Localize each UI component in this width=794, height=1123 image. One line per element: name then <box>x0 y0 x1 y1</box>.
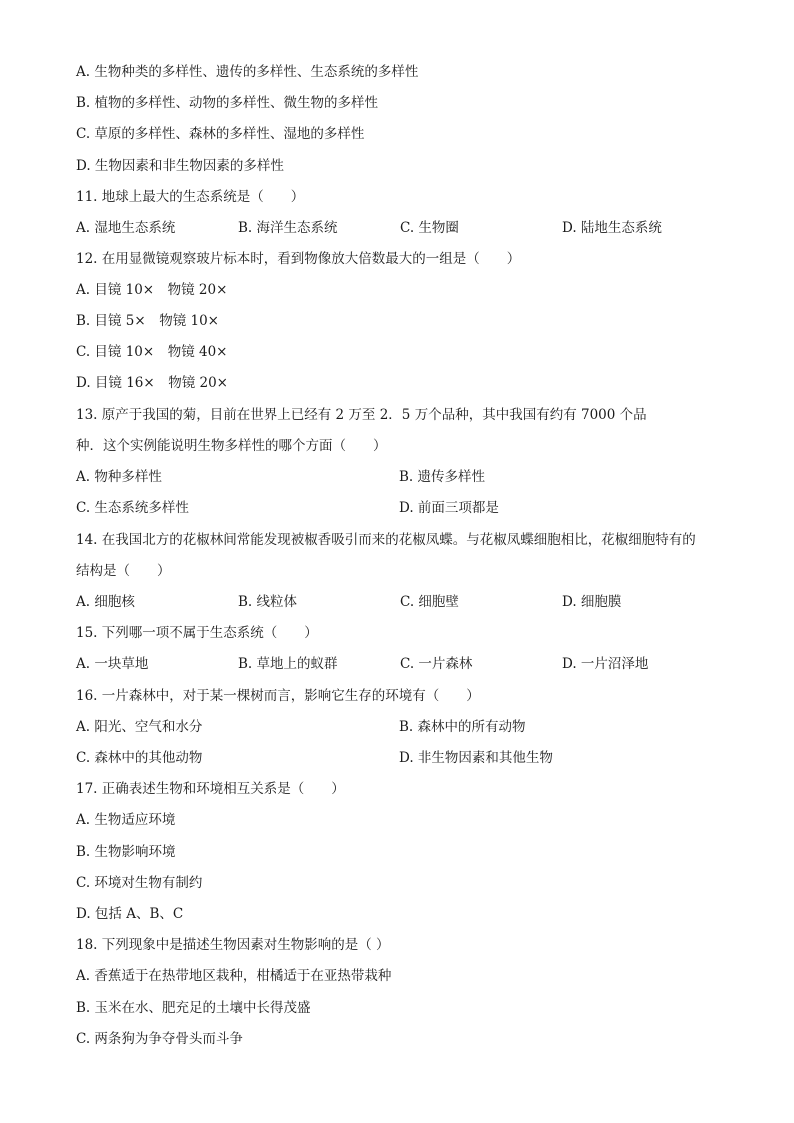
q13-option-a: A. 物种多样性 <box>76 469 162 485</box>
q17-stem: 17. 正确表述生物和环境相互关系是（ ） <box>76 781 345 797</box>
q13-options-row1 <box>76 468 722 486</box>
q13-option-b: B. 遗传多样性 <box>399 469 486 485</box>
q18-stem: 18. 下列现象中是描述生物因素对生物影响的是（ ） <box>76 937 390 953</box>
q12-option-d: D. 目镜 16× 物镜 20× <box>76 375 228 391</box>
q17-option-c: C. 环境对生物有制约 <box>76 875 203 891</box>
q11-options <box>76 219 724 237</box>
q13-stem-cont: 种．这个实例能说明生物多样性的哪个方面（ ） <box>76 438 387 454</box>
q14-option-d: D. 细胞膜 <box>562 594 622 610</box>
q16-options-row2 <box>76 749 722 767</box>
q11-option-b: B. 海洋生态系统 <box>238 220 338 236</box>
q15-option-b: B. 草地上的蚁群 <box>238 656 338 672</box>
q14-option-c: C. 细胞壁 <box>400 594 459 610</box>
q18-option-a: A. 香蕉适于在热带地区栽种，柑橘适于在亚热带栽种 <box>76 968 392 984</box>
q16-option-d: D. 非生物因素和其他生物 <box>399 750 553 766</box>
q14-stem-cont: 结构是（ ） <box>76 563 171 579</box>
q11-stem: 11. 地球上最大的生态系统是（ ） <box>76 189 305 205</box>
q12-option-b: B. 目镜 5× 物镜 10× <box>76 313 219 329</box>
q11-option-d: D. 陆地生态系统 <box>562 220 662 236</box>
q12-option-c: C. 目镜 10× 物镜 40× <box>76 344 228 360</box>
q15-stem: 15. 下列哪一项不属于生态系统（ ） <box>76 625 318 641</box>
q16-options-row1 <box>76 718 722 736</box>
q11-option-a: A. 湿地生态系统 <box>76 220 176 236</box>
q11-option-c: C. 生物圈 <box>400 220 459 236</box>
q10-option-d: D. 生物因素和非生物因素的多样性 <box>76 158 284 174</box>
q10-option-b: B. 植物的多样性、动物的多样性、微生物的多样性 <box>76 95 379 111</box>
q16-option-c: C. 森林中的其他动物 <box>76 750 203 766</box>
q16-option-b: B. 森林中的所有动物 <box>399 719 526 735</box>
q15-option-c: C. 一片森林 <box>400 656 473 672</box>
q14-option-a: A. 细胞核 <box>76 594 135 610</box>
q16-stem: 16. 一片森林中，对于某一棵树而言，影响它生存的环境有（ ） <box>76 688 480 704</box>
q15-option-d: D. 一片沼泽地 <box>562 656 649 672</box>
q17-option-a: A. 生物适应环境 <box>76 812 176 828</box>
q13-stem: 13. 原产于我国的菊，目前在世界上已经有 2 万至 2．5 万个品种，其中我国有约有 7000 个品 <box>76 407 647 423</box>
q15-option-a: A. 一块草地 <box>76 656 149 672</box>
q17-option-b: B. 生物影响环境 <box>76 844 176 860</box>
q14-options <box>76 593 724 611</box>
q12-stem: 12. 在用显微镜观察玻片标本时，看到物像放大倍数最大的一组是（ ） <box>76 251 521 267</box>
q15-options <box>76 655 724 673</box>
q18-option-b: B. 玉米在水、肥充足的土壤中长得茂盛 <box>76 1000 311 1016</box>
q13-options-row2 <box>76 499 722 517</box>
q16-option-a: A. 阳光、空气和水分 <box>76 719 203 735</box>
q12-option-a: A. 目镜 10× 物镜 20× <box>76 282 228 298</box>
q10-option-a: A. 生物种类的多样性、遗传的多样性、生态系统的多样性 <box>76 64 419 80</box>
q13-option-d: D. 前面三项都是 <box>399 500 499 516</box>
q10-option-c: C. 草原的多样性、森林的多样性、湿地的多样性 <box>76 126 365 142</box>
q14-option-b: B. 线粒体 <box>238 594 298 610</box>
q17-option-d: D. 包括 A、B、C <box>76 906 184 922</box>
q13-option-c: C. 生态系统多样性 <box>76 500 189 516</box>
q14-stem: 14. 在我国北方的花椒林间常能发现被椒香吸引而来的花椒凤蝶。与花椒凤蝶细胞相比，花椒细胞特有的 <box>76 532 696 548</box>
q18-option-c: C. 两条狗为争夺骨头而斗争 <box>76 1031 243 1047</box>
